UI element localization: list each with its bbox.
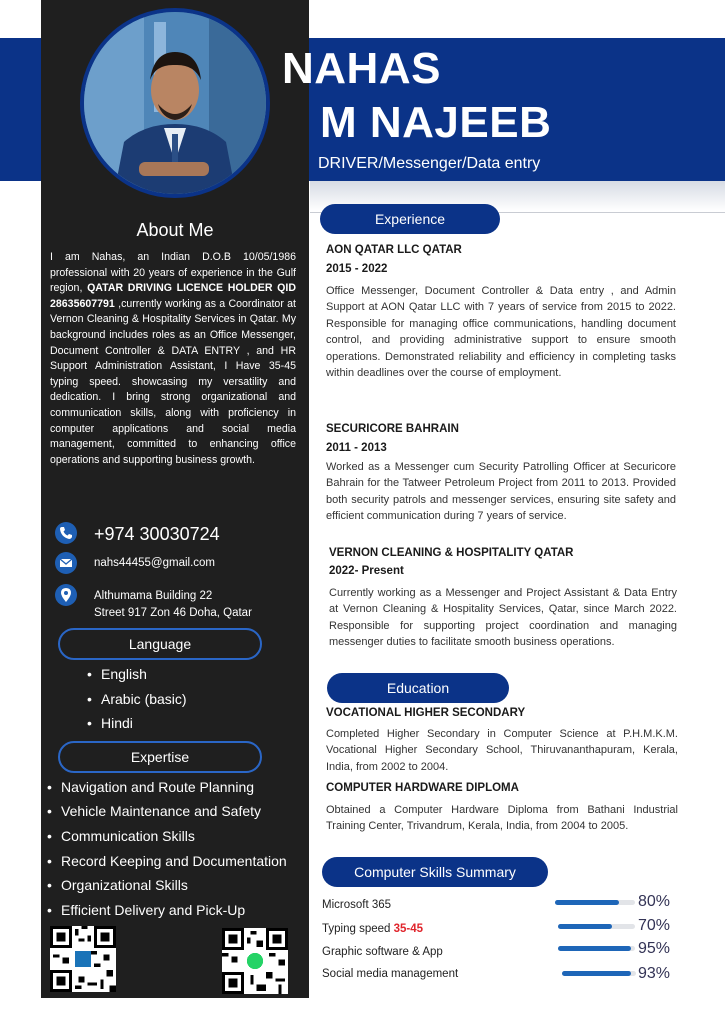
phone-icon [55, 522, 77, 544]
about-text-part2: ,currently working as a Coordinator at Vernon Cleaning & Hospitality Services in Qatar. My background includes roles as an Office Messenger, Document Controller & DATA ENTRY , and HR Support Administration Assistant, I Have 35-45 typing speed. showcasing my versatility and dedication. I bring strong organizational and communication skills, along with proficiency in computer applications and social media management, committed to enhancing office operations and supporting business growth. [50, 297, 296, 466]
skills-heading: Computer Skills Summary [322, 857, 548, 887]
expertise-heading: Expertise [58, 741, 262, 773]
language-heading: Language [58, 628, 262, 660]
address [94, 588, 252, 621]
education-title: COMPUTER HARDWARE DIPLOMA [326, 782, 519, 794]
education-description: Obtained a Computer Hardware Diploma from Bathani Industrial Training Center, Trivandrum, Kerala, India, from 2004 to 2005. [326, 804, 678, 833]
skill-bar-fill [562, 971, 631, 976]
skill-label [322, 968, 458, 980]
language-item: • Hindi [101, 715, 133, 731]
education-heading: Education [327, 673, 509, 703]
about-text [50, 250, 296, 468]
skill-name: Typing speed [322, 923, 394, 935]
experience-heading: Experience [320, 204, 500, 234]
name-second-line: M NAJEEB [320, 98, 552, 147]
skill-label [322, 923, 423, 935]
phone-number: +974 30030724 [94, 524, 220, 544]
about-text-part1: I am Nahas, an Indian D.O.B 10/05/1986 professional with 20 years of experience in the Gulf region, [50, 251, 296, 295]
job-company: AON QATAR LLC QATAR [326, 244, 462, 256]
email-address: nahs44455@gmail.com [94, 557, 215, 569]
skill-bar [555, 900, 635, 905]
expertise-item: • Vehicle Maintenance and Safety [61, 803, 261, 819]
job-period: 2022- Present [329, 565, 404, 577]
address-line-2: Street 917 Zon 46 Doha, Qatar [94, 606, 252, 619]
skill-percent: 70% [638, 917, 671, 934]
address-line-1: Althumama Building 22 [94, 590, 213, 602]
language-item: • Arabic (basic) [101, 691, 187, 707]
skill-bar-fill [555, 900, 619, 905]
skill-bar [558, 924, 635, 929]
expertise-item: • Record Keeping and Documentation [61, 853, 287, 869]
education-description: Completed Higher Secondary in Computer Science at P.H.M.K.M. Vocational Higher Secondary School, Thiruvananthapuram, Kerala, India, from 2002 to 2004. [326, 728, 678, 773]
skill-bar [562, 971, 636, 976]
job-description: Worked as a Messenger cum Security Patrolling Officer at Securicore Bahrain for the Tatweer Petroleum Project from 2011 to 2013. Provided both security patrols and messenger services, ensuring site safety and efficient communication during 7 years of service. [326, 461, 676, 523]
job-period: 2011 - 2013 [326, 442, 387, 454]
skill-bar-fill [558, 946, 631, 951]
email-icon [55, 552, 77, 574]
about-heading: About Me [136, 220, 214, 240]
skill-name: Graphic software & App [322, 946, 443, 958]
skill-percent: 80% [638, 893, 671, 910]
job-company: VERNON CLEANING & HOSPITALITY QATAR [329, 547, 574, 559]
job-description: Office Messenger, Document Controller & Data entry , and Admin Support at AON Qatar LLC with 7 years of service from 2015 to 2022. Responsible for managing office communications, handling document control, and providing administrative support to ensure smooth operations. Demonstrated reliability and efficiency in completing tasks within deadlines over the course of employment. [326, 285, 676, 380]
job-company: SECURICORE BAHRAIN [326, 423, 459, 435]
job-description: Currently working as a Messenger and Project Assistant & Data Entry at Vernon Cleaning & Hospitality Services, Qatar, since March 2022. Responsible for supporting project coordination and managing messenger duties to facilitate smooth business operations. [329, 587, 677, 649]
expertise-item: • Communication Skills [61, 828, 195, 844]
qr-code-whatsapp[interactable] [222, 928, 288, 994]
expertise-item: • Organizational Skills [61, 877, 188, 893]
expertise-item: • Navigation and Route Planning [61, 779, 254, 795]
job-title: DRIVER/Messenger/Data entry [318, 155, 541, 172]
skill-label [322, 899, 391, 911]
profile-photo [80, 8, 270, 198]
skill-percent: 93% [638, 965, 671, 982]
education-title: VOCATIONAL HIGHER SECONDARY [326, 707, 526, 719]
skill-name: Microsoft 365 [322, 899, 392, 911]
language-item: • English [101, 666, 147, 682]
name-first-line: NAHAS [282, 44, 441, 93]
skill-bar-fill [558, 924, 612, 929]
expertise-item: • Efficient Delivery and Pick-Up [61, 902, 245, 918]
job-period: 2015 - 2022 [326, 263, 388, 275]
skill-highlight: 35-45 [393, 923, 424, 935]
skill-percent: 95% [638, 940, 671, 957]
skill-label [322, 946, 443, 958]
skill-name: Social media management [322, 968, 459, 980]
location-icon [55, 584, 77, 606]
skill-bar [558, 946, 635, 951]
qr-code-linkedin[interactable] [50, 926, 116, 992]
about-text-bold: QATAR DRIVING LICENCE HOLDER QID 28635607791 [50, 282, 296, 310]
